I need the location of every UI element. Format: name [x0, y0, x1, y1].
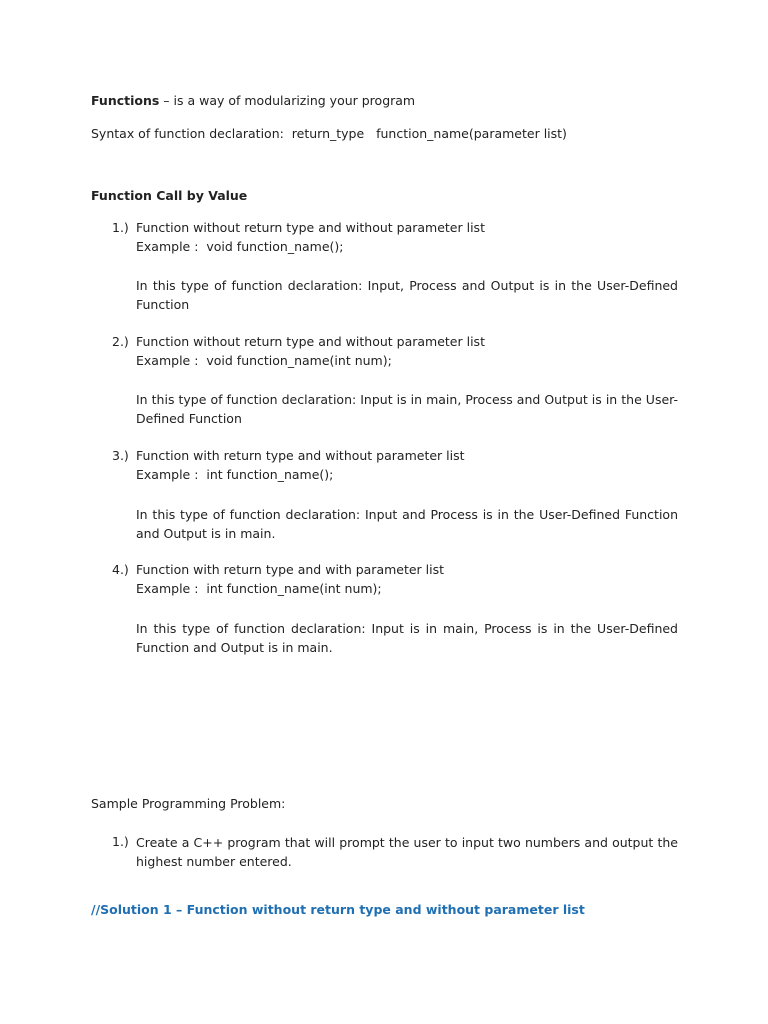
item-title: Function without return type and without parameter list [136, 334, 485, 349]
functions-definition-text: – is a way of modularizing your program [159, 93, 416, 108]
item-description: In this type of function declaration: Input and Process is in the User-Defined Function and Output is in main. [136, 507, 678, 541]
solution-label: //Solution 1 – Function without return type and without parameter list [91, 902, 585, 917]
sample-heading: Sample Programming Problem: [91, 796, 286, 811]
item-number: 2.) [112, 334, 129, 349]
item-number: 4.) [112, 562, 129, 577]
item-title: Function without return type and without parameter list [136, 220, 485, 235]
item-number: 1.) [112, 220, 129, 235]
item-title: Function with return type and with parameter list [136, 562, 445, 577]
item-description: In this type of function declaration: Input is in main, Process is in the User-Defined Function and Output is in main. [136, 621, 678, 655]
item-description: In this type of function declaration: Input is in main, Process and Output is in the User-Defined Function [136, 392, 678, 426]
item-description: In this type of function declaration: Input, Process and Output is in the User-Defined Function [136, 278, 678, 312]
item-title: Function with return type and without parameter list [136, 448, 465, 463]
item-example: Example : void function_name(); [136, 239, 344, 254]
section-heading: Function Call by Value [91, 188, 248, 203]
item-number: 3.) [112, 448, 129, 463]
functions-term: Functions [91, 93, 160, 108]
problem-text: Create a C++ program that will prompt the user to input two numbers and output the highest number entered. [136, 835, 678, 869]
syntax-line: Syntax of function declaration: return_type function_name(parameter list) [91, 126, 567, 141]
functions-definition [91, 93, 415, 109]
item-example: Example : void function_name(int num); [136, 353, 392, 368]
item-example: Example : int function_name(); [136, 467, 334, 482]
item-example: Example : int function_name(int num); [136, 581, 382, 596]
problem-number: 1.) [112, 834, 129, 849]
